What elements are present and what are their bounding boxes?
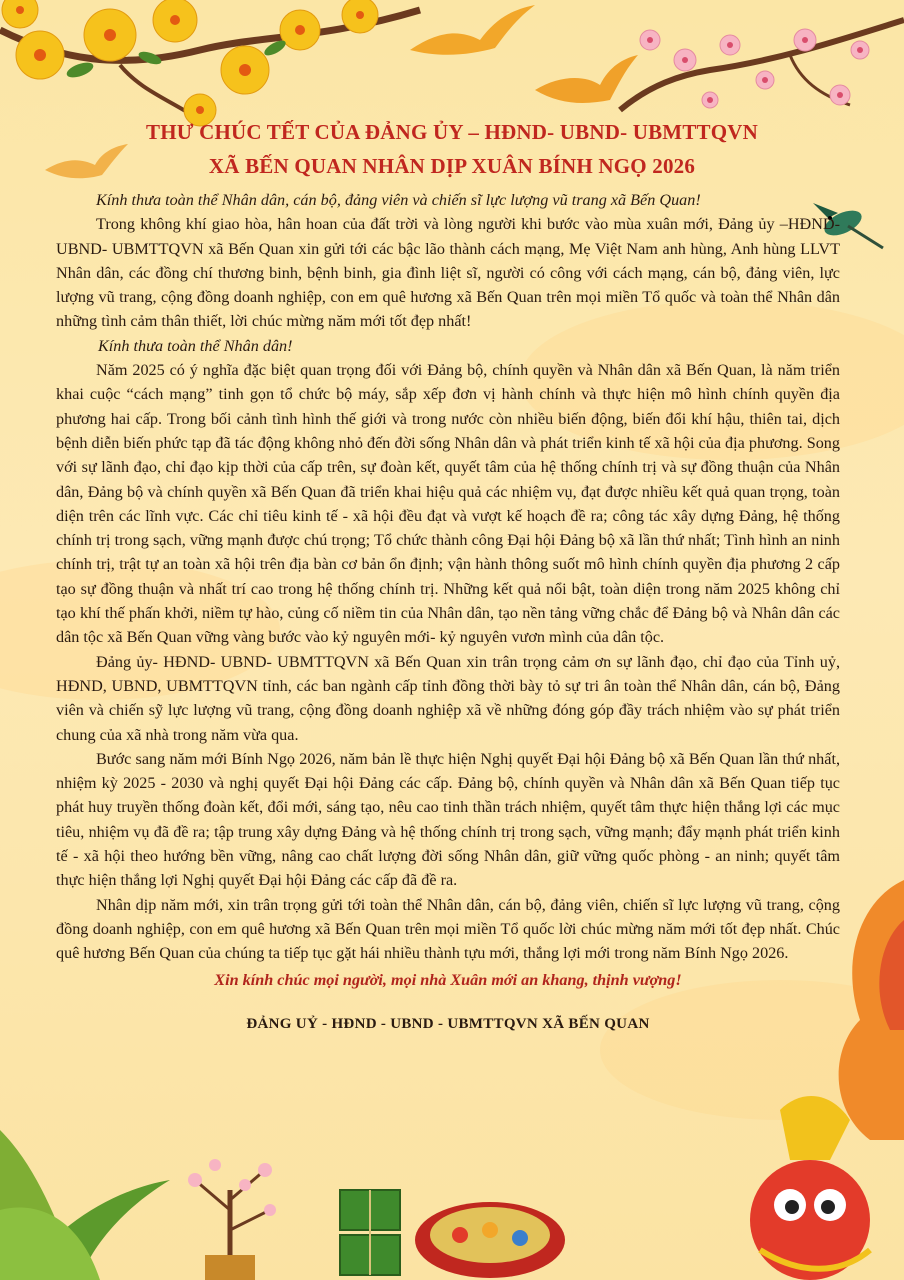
plant-decoration	[0, 1070, 330, 1280]
tet-food-decoration	[330, 1180, 590, 1280]
letter-paragraph: Nhân dịp năm mới, xin trân trọng gửi tới toàn thể Nhân dân, cán bộ, đảng viên, chiến sĩ lực lượng vũ trang, cộng đồng doanh nghiệp, con em quê hương xã Bến Quan trên mọi miền Tổ quốc lời chúc mừng năm mới tốt đẹp nhất. Chúc quê hương Bến Quan của chúng ta tiếp tục gặt hái nhiều thành tựu mới, thắng lợi mới trong năm Bính Ngọ 2026.	[56, 895, 840, 963]
letter-paragraph: Trong không khí giao hòa, hân hoan của đất trời và lòng người khi bước vào mùa xuân mới, Đảng ủy –HĐND- UBND- UBMTTQVN xã Bến Quan xin gửi tới các bậc lão thành cách mạng, Mẹ Việt Nam anh hùng, Anh hùng LLVT Nhân dân, các đồng chí thương binh, bệnh binh, gia đình liệt sĩ, người có công với cách mạng, cán bộ, đảng viên, lực lượng vũ trang, cộng đồng doanh nghiệp, con em quê hương xã Bến Quan trên mọi miền Tổ quốc và toàn thể Nhân dân những tình cảm thân thiết, lời chúc mừng năm mới tốt đẹp nhất!	[56, 215, 840, 331]
letter-title-line-1: THƯ CHÚC TẾT CỦA ĐẢNG ỦY – HĐND- UBND- UBMTTQVN	[145, 120, 758, 144]
letter-body	[56, 188, 840, 1036]
letter-paragraph: Đảng ủy- HĐND- UBND- UBMTTQVN xã Bến Quan xin trân trọng cảm ơn sự lãnh đạo, chỉ đạo của Tỉnh uỷ, HĐND, UBND, UBMTTQVN tỉnh, các ban ngành cấp tỉnh đồng thời bày tỏ sự tri ân toàn thể Nhân dân, cán bộ, Đảng viên và chiến sỹ lực lượng vũ trang, cộng đồng doanh nghiệp xã về những đóng góp đầy trách nhiệm vào sự phát triển chung của xã nhà trong năm vừa qua.	[56, 652, 840, 744]
letter-closing: Xin kính chúc mọi người, mọi nhà Xuân mới an khang, thịnh vượng!	[214, 970, 682, 989]
letter-paragraph: Năm 2025 có ý nghĩa đặc biệt quan trọng đối với Đảng bộ, chính quyền và Nhân dân xã Bến Quan, là năm triển khai cuộc “cách mạng” tinh gọn tổ chức bộ máy, sắp xếp đơn vị hành chính và thực hiện mô hình chính quyền địa phương hai cấp. Trong bối cảnh tình hình thế giới và trong nước còn nhiều biến động, biến đổi khí hậu, thiên tai, dịch bệnh diễn biến phức tạp đã tác động không nhỏ đến đời sống Nhân dân và phát triển kinh tế xã hội của địa phương. Song với sự lãnh đạo, chỉ đạo kịp thời của cấp trên, sự đoàn kết, quyết tâm của hệ thống chính trị và sự đồng thuận của Nhân dân, Đảng bộ và chính quyền xã Bến Quan đã triển khai hiệu quả các nhiệm vụ, đạt được nhiều kết quả quan trọng, toàn diện trên các lĩnh vực. Các chỉ tiêu kinh tế - xã hội đều đạt và vượt kế hoạch đề ra; công tác xây dựng Đảng, hệ thống chính trị trong sạch, vững mạnh được chú trọng; Tổ chức thành công Đại hội Đảng bộ xã lần thứ nhất; Tình hình an ninh chính trị, trật tự an toàn xã hội trên địa bàn cơ bản ổn định; vận hành thông suốt mô hình chính quyền địa phương 2 cấp tạo sự đồng thuận và nhất trí cao trong hệ thống chính trị. Những kết quả nổi bật, toàn diện trong năm 2025 không chỉ tạo khí thế phấn khởi, niềm tự hào, củng cố niềm tin của Nhân dân, tạo nền tảng vững chắc để Đảng bộ và Nhân dân các dân tộc xã Bến Quan vững vàng bước vào kỷ nguyên mới- kỷ nguyên vươn mình của dân tộc.	[56, 361, 840, 647]
letter-paragraph: Bước sang năm mới Bính Ngọ 2026, năm bản lề thực hiện Nghị quyết Đại hội Đảng bộ xã Bến Quan lần thứ nhất, nhiệm kỳ 2025 - 2030 và nghị quyết Đại hội Đảng các cấp. Đảng bộ, chính quyền và Nhân dân xã Bến Quan tiếp tục phát huy truyền thống đoàn kết, đổi mới, sáng tạo, nêu cao tinh thần trách nhiệm, quyết tâm thực hiện thắng lợi các mục tiêu, nhiệm vụ đã đề ra; tập trung xây dựng Đảng và hệ thống chính trị trong sạch, vững mạnh; đẩy mạnh phát triển kinh tế - xã hội theo hướng bền vững, nâng cao chất lượng đời sống Nhân dân, giữ vững quốc phòng - an ninh; quyết tâm thực hiện thắng lợi Nghị quyết Đại hội Đảng các cấp đã đề ra.	[56, 749, 840, 890]
letter-greeting: Kính thưa toàn thể Nhân dân, cán bộ, đảng viên và chiến sĩ lực lượng vũ trang xã Bến Quan!	[96, 191, 701, 209]
letter-title-line-2: XÃ BẾN QUAN NHÂN DỊP XUÂN BÍNH NGỌ 2026	[208, 154, 696, 178]
cherry-blossom-decoration	[590, 0, 904, 130]
letter-greeting-2: Kính thưa toàn thể Nhân dân!	[98, 336, 293, 355]
apricot-blossom-decoration	[0, 0, 440, 130]
letter-signature: ĐẢNG UỶ - HĐND - UBND - UBMTTQVN XÃ BẾN QUAN	[246, 1015, 650, 1032]
swallow-icon	[400, 0, 540, 70]
